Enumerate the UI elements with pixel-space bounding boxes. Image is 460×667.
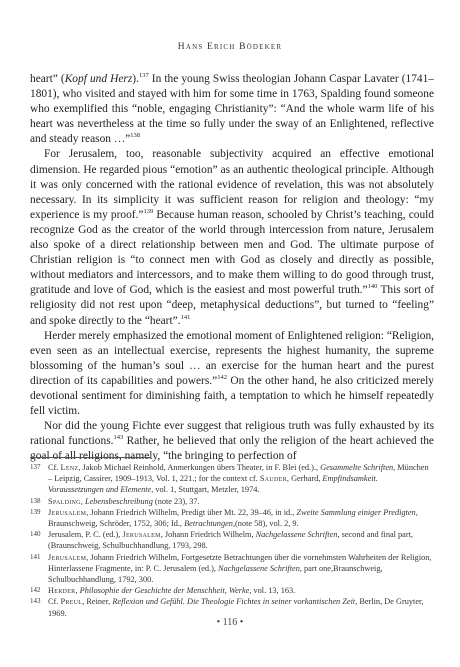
footnote: 137 Cf. Lenz, Jakob Michael Reinhold, Anmerkungen übers Theater, in F. Blei (ed.)., Gesammelte Schriften, München – Leipzig, Cassirer, 1909–1913, Vol. 1, 221.; for the context cf. Sauder, Gerhard, Empfindsamkeit. Voraussetzungen und Elemente, vol. 1, Stuttgart, Metzler, 1974. [30,463,429,495]
footnote: 143 Cf. Preul, Reiner, Reflexion und Gefühl. Die Theologie Fichtes in seiner vorkantischen Zeit, Berlin, De Gruyter, 1969. [30,597,424,618]
footnote: 138 Spalding, Lebensbeschreibung (note 23), 37. [30,496,200,506]
paragraph: Nor did the young Fichte ever suggest that religious truth was fully exhausted by its rational functions.$^{143}$ Rather, he believed that only the religion of the heart achieved the goal of all religions, namely, “the bringing to perfection of [30,420,434,463]
footnote-ref: 138 [130,132,141,140]
footnote-ref: 140 [367,283,378,291]
footnote: 139 Jerusalem, Johann Friedrich Wilhelm, Predigt über Mt. 22, 39–46, in id., Zweite Sammlung einiger Predigten, Braunschweig, Schröder, 1752, 306; Id., Betrachtungen,(note 58), vol. 2, 9. [30,507,418,529]
footnote-ref: 139 [143,208,154,216]
footnote-ref: 143 [113,434,124,442]
footnotes [30,462,434,619]
footnote-ref: 137 [138,72,149,80]
page-number: • 116 • [216,617,244,628]
footnote-ref: 142 [217,374,227,382]
footnote-divider [30,457,150,458]
footnote: 141 Jerusalem, Johann Friedrich Wilhelm, Fortgesetzte Betrachtungen über die vornehmsten Wahrheiten der Religion, Hinterlassene Fragmente, in: P. C. Jerusalem (ed.), Nachgelassene Schriften, part one,Braunschweig, Schulbuchhandlung, 1792, 300. [30,552,432,585]
paragraph: heart” (Kopf und Herz).$^{137}$ In the young Swiss theologian Johann Caspar Lavater (1741–1801), who visited and stayed with him for some time in 1763, Spalding found someone who exemplified this “noble, engaging Christianity”: “And the whole warm life of his heart was nevertheless at the time so fully under the sway of an Enlightened, reflective and steady reason …”$^{138}$ [30,72,434,146]
main-text [30,72,434,464]
footnote: 140 Jerusalem, P. C. (ed.), Jerusalem, Johann Friedrich Wilhelm, Nachgelassene Schriften, second and final part, (Braunschweig, Schulbuchhandlung, 1793, 298. [30,530,414,551]
paragraph: For Jerusalem, too, reasonable subjectivity acquired an effective emotional dimension. He regarded pious “emotion” as an authentic theological principle. Although it was only concerned with the rational evidence of revelation, this was not absolutely necessary. In its simplicity it was sufficient reason for religion and theology: “my experience is my proof.”$^{139}$ Because human reason, schooled by Christ’s teaching, could recognize God as the creator of the world through intercession from nature, Jerusalem also spoke of a direct relationship between men and God. The ultimate purpose of Christian religion is “to connect men with God as closely and directly as possible, without mediators and intercessors, and to make them willing to do good through trust, gratitude and love of God, which is the easiest and most powerful truth.”$^{140}$ This sort of religiosity did not rest upon “deep, metaphysical deductions”, but turned to “feeling” and spoke directly to the “heart”.$^{141}$ [30,148,435,327]
footnote-ref: 141 [180,313,191,321]
running-head: Hans Erich Bödeker [177,42,283,52]
footnote: 142 Herder, Philosophie der Geschichte der Menschheit, Werke, vol. 13, 163. [30,586,296,596]
paragraph: Herder merely emphasized the emotional moment of Enlightened religion: “Religion, even seen as an intellectual exercise, represents the highest humanity, the supreme blossoming of the human’s soul … an exercise for the human heart and the purest direction of its capabilities and powers.”$^{142}$ On the other hand, he also criticized merely devotional sentiment for diminishing faith, a temptation to which he himself repeatedly fell victim. [30,329,434,418]
